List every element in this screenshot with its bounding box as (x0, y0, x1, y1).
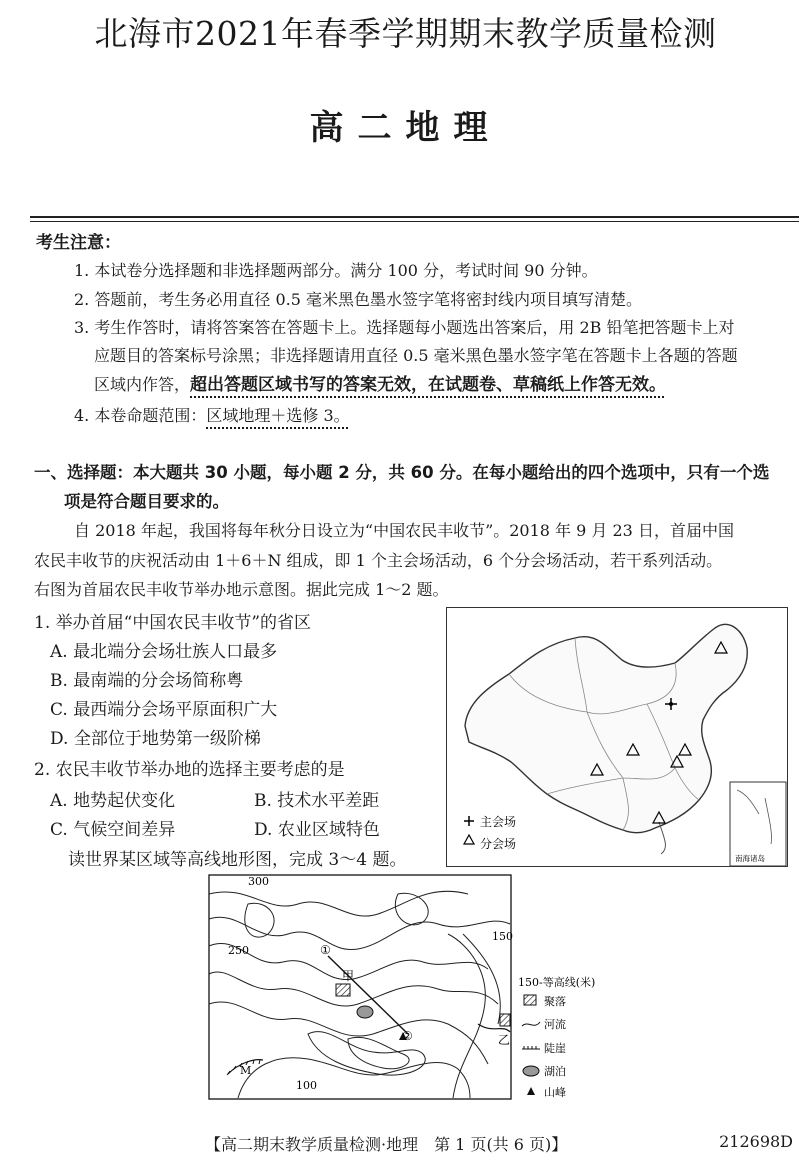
legend-lake: 湖泊 (544, 1065, 566, 1078)
contour-label-250: 250 (228, 944, 249, 957)
legend-river: 河流 (544, 1018, 566, 1031)
notice-item-3-cont: 应题目的答案标号涂黑；非选择题请用直径 0.5 毫米黑色墨水签字笔在答题卡上各题的答题 (94, 346, 738, 365)
legend-sub-venue: 分会场 (480, 837, 517, 851)
q2-option-d: D. 农业区域特色 (254, 820, 380, 840)
settlement-yi-label: 乙 (498, 1033, 511, 1047)
contour-map-svg (208, 874, 611, 1100)
legend-peak: 山峰 (544, 1086, 566, 1099)
notice-item-2: 2. 答题前，考生务必用直径 0.5 毫米黑色墨水签字笔将密封线内项目填写清楚。 (74, 290, 642, 309)
read-instruction: 读世界某区域等高线地形图，完成 3～4 题。 (68, 850, 407, 870)
legend-main-venue: 主会场 (480, 815, 517, 829)
point-1-label: ① (320, 943, 331, 957)
notice-item-4 (74, 403, 350, 426)
q1-option-b: B. 最南端的分会场简称粤 (50, 671, 244, 691)
exam-title: 北海市2021年春季学期期末教学质量检测 (94, 14, 717, 53)
q2-option-a: A. 地势起伏变化 (50, 791, 176, 811)
notice-item-4-label: 4. 本卷命题范围： (74, 406, 207, 425)
passage-line-1: 自 2018 年起，我国将每年秋分日设立为“中国农民丰收节”。2018 年 9 月 23 日，首届中国 (74, 521, 734, 540)
contour-label-300: 300 (248, 875, 269, 888)
section-heading-2: 项是符合题目要求的。 (64, 492, 229, 511)
notice-item-3-end (94, 370, 666, 395)
china-map-svg (447, 608, 787, 866)
notice-item-1: 1. 本试卷分选择题和非选择题两部分。满分 100 分，考试时间 90 分钟。 (74, 261, 598, 280)
notice-item-4-scope: 区域地理＋选修 3。 (206, 406, 350, 425)
contour-label-150: 150 (492, 930, 513, 943)
map-legend (464, 816, 474, 844)
header-rule-thick (30, 216, 799, 218)
point-m-label: M (240, 1064, 252, 1077)
legend-settlement: 聚落 (544, 995, 566, 1008)
settlement-jia (336, 984, 350, 996)
q1-option-c: C. 最西端分会场平原面积广大 (50, 700, 278, 720)
notice-warning: 超出答题区域书写的答案无效，在试题卷、草稿纸上作答无效。 (190, 375, 667, 395)
passage-line-2: 农民丰收节的庆祝活动由 1＋6＋N 组成，即 1 个主会场活动，6 个分会场活动，若干系列活动。 (34, 551, 723, 570)
china-outline (465, 624, 747, 832)
legend-contour: 150-等高线(米) (518, 976, 596, 989)
passage-line-3: 右图为首届农民丰收节举办地示意图。据此完成 1～2 题。 (34, 580, 449, 599)
section-heading-1: 一、选择题：本大题共 30 小题，每小题 2 分，共 60 分。在每小题给出的四个选项中，只有一个选 (34, 463, 770, 482)
settlement-yi (500, 1014, 510, 1026)
footer-page-info: 【高二期末教学质量检测·地理 第 1 页(共 6 页)】 (205, 1135, 568, 1154)
q1-option-d: D. 全部位于地势第一级阶梯 (50, 729, 261, 749)
header-rule-thin (30, 221, 799, 222)
contour-legend (518, 975, 595, 1099)
question-1-stem: 1. 举办首届“中国农民丰收节”的省区 (34, 613, 312, 633)
notice-item-3-text: 区域内作答， (94, 375, 191, 394)
settlement-jia-label: 甲 (342, 969, 355, 983)
lake-mark (357, 1006, 373, 1018)
footer-code: 212698D (719, 1132, 793, 1151)
notice-heading: 考生注意： (36, 233, 121, 253)
q2-option-b: B. 技术水平差距 (254, 791, 380, 811)
inset-label: 南海诸岛 (735, 854, 765, 863)
china-festival-map (446, 607, 788, 867)
q1-option-a: A. 最北端分会场壮族人口最多 (50, 642, 278, 662)
q2-option-c: C. 气候空间差异 (50, 820, 176, 840)
contour-label-100: 100 (296, 1079, 317, 1092)
point-2-label: ② (402, 1029, 413, 1043)
legend-cliff: 陡崖 (544, 1042, 566, 1055)
subject-title: 高二地理 (309, 108, 502, 148)
contour-map-figure (208, 874, 611, 1100)
question-2-stem: 2. 农民丰收节举办地的选择主要考虑的是 (34, 760, 345, 780)
notice-item-3: 3. 考生作答时，请将答案答在答题卡上。选择题每小题选出答案后，用 2B 铅笔把答题卡上对 (74, 318, 735, 337)
